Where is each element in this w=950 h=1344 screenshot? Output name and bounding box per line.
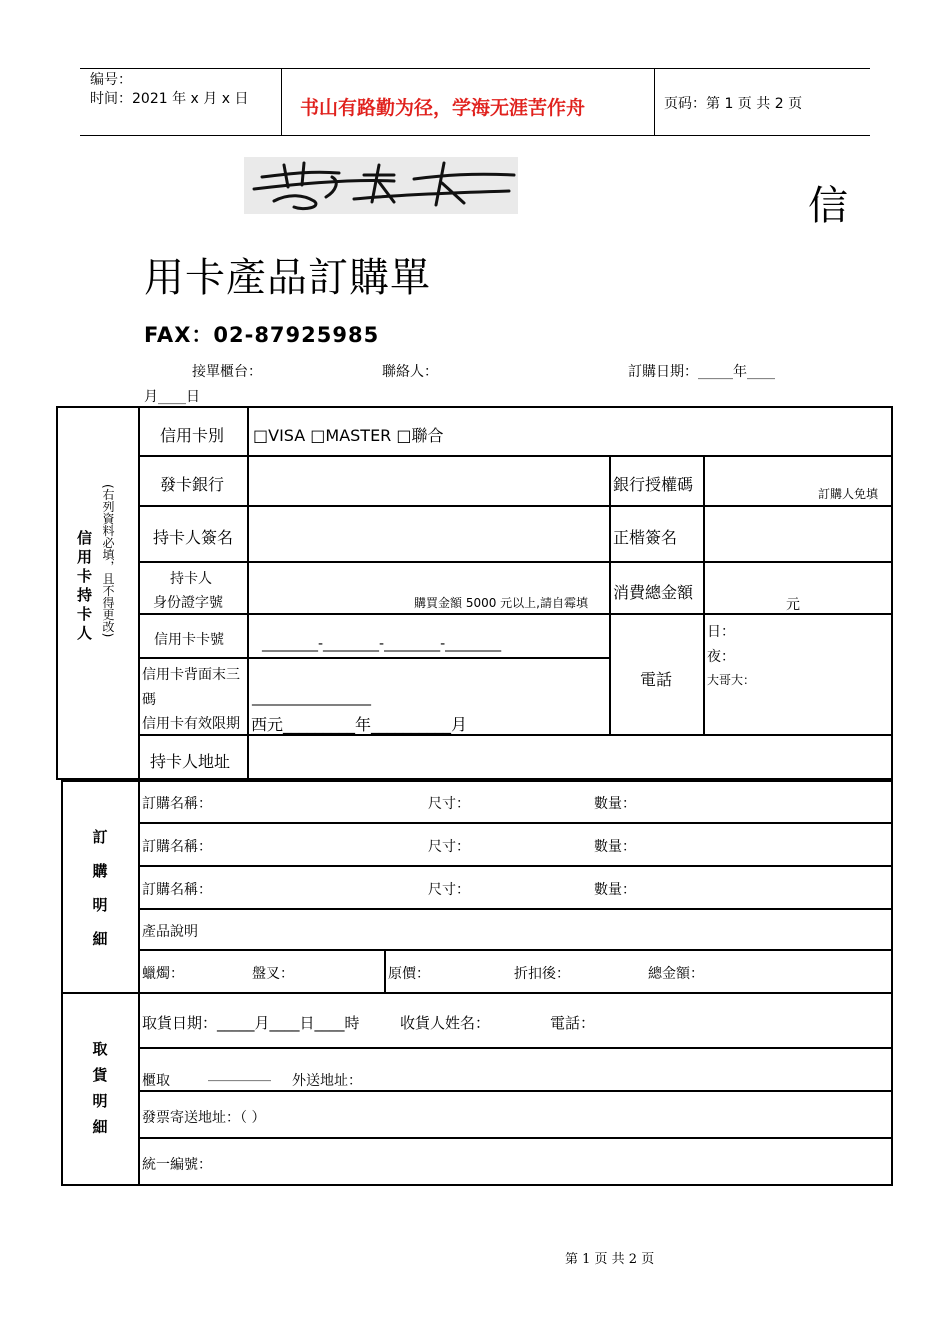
candle-label[interactable]: 蠟燭： bbox=[142, 966, 184, 982]
row-divider bbox=[138, 822, 893, 824]
order-qty-label[interactable]: 數量： bbox=[594, 839, 636, 855]
order-size-label[interactable]: 尺寸： bbox=[428, 839, 470, 855]
tax-id-label[interactable]: 統一編號： bbox=[142, 1157, 212, 1173]
section-divider bbox=[138, 992, 140, 1186]
order-qty-label[interactable]: 數量： bbox=[594, 796, 636, 812]
page-footer: 第 1 页 共 2 页 bbox=[565, 1252, 655, 1267]
address-field[interactable] bbox=[250, 737, 890, 777]
print-sign-label: 正楷簽名 bbox=[613, 528, 678, 547]
col-divider bbox=[703, 455, 705, 735]
fax-number: FAX：02-87925985 bbox=[144, 323, 380, 347]
row-divider bbox=[138, 1137, 893, 1139]
phone-label: 電話 bbox=[640, 670, 673, 689]
order-qty-label[interactable]: 數量： bbox=[594, 882, 636, 898]
title-first-char: 信 bbox=[808, 183, 849, 229]
order-date-label-2: 月____日 bbox=[144, 389, 200, 405]
total-amount-label: 消費總金額 bbox=[613, 583, 694, 602]
pickup-section-char: 細 bbox=[92, 1118, 108, 1136]
contact-label: 聯絡人： bbox=[382, 364, 438, 380]
phone-mobile-label[interactable]: 大哥大： bbox=[707, 673, 756, 687]
phone-night-label[interactable]: 夜： bbox=[707, 649, 735, 665]
print-sign-field[interactable] bbox=[706, 508, 891, 560]
order-section-label bbox=[90, 820, 110, 956]
cardholder-section-label: 信用卡持卡人 bbox=[75, 530, 93, 644]
card-type-options[interactable]: □VISA □MASTER □聯合 bbox=[253, 426, 444, 445]
counter-pickup-label[interactable]: 櫃取 bbox=[142, 1073, 170, 1089]
phone-day-label[interactable]: 日： bbox=[707, 624, 735, 640]
cvv-label-line2: 碼 bbox=[142, 692, 156, 708]
discounted-price-label[interactable]: 折扣後： bbox=[514, 966, 570, 982]
order-size-label[interactable]: 尺寸： bbox=[428, 796, 470, 812]
order-section-char: 細 bbox=[92, 930, 108, 948]
signature-field[interactable] bbox=[250, 508, 608, 560]
order-size-label[interactable]: 尺寸： bbox=[428, 882, 470, 898]
header-page-label: 页码：第 1 页 共 2 页 bbox=[664, 96, 803, 112]
row-divider bbox=[138, 908, 893, 910]
id-label-line1: 持卡人 bbox=[170, 571, 212, 587]
col-divider bbox=[384, 949, 386, 994]
cvv-label-line1: 信用卡背面末三 bbox=[142, 667, 240, 683]
row-divider bbox=[138, 455, 893, 457]
issuing-bank-field[interactable] bbox=[250, 458, 608, 504]
invoice-address-label[interactable]: 發票寄送地址：（ ） bbox=[142, 1110, 266, 1126]
pickup-section-char: 取 bbox=[92, 1040, 108, 1058]
total-amount-unit: 元 bbox=[786, 597, 800, 613]
counter-label: 接單櫃台： bbox=[192, 364, 262, 380]
header-number-label: 编号： bbox=[90, 72, 132, 88]
header-top-rule bbox=[80, 68, 870, 69]
row-divider bbox=[138, 865, 893, 867]
order-section-char: 訂 bbox=[92, 828, 108, 846]
page-title: 用卡產品訂購單 bbox=[144, 255, 431, 301]
id-note: 購買金額 5000 元以上,請自霉填 bbox=[414, 596, 588, 610]
row-divider bbox=[138, 949, 893, 951]
order-date-label: 訂購日期：_____年____ bbox=[628, 364, 775, 380]
row-divider bbox=[138, 1047, 893, 1049]
expiry-label: 信用卡有效限期 bbox=[142, 716, 240, 732]
address-label: 持卡人地址 bbox=[150, 752, 231, 771]
id-label-line2: 身份證字號 bbox=[153, 595, 223, 611]
row-divider bbox=[138, 613, 893, 615]
cvv-field[interactable]: _________________ bbox=[252, 690, 371, 706]
section-divider bbox=[138, 780, 140, 994]
pickup-section-label bbox=[90, 1036, 110, 1140]
order-section-char: 購 bbox=[92, 862, 108, 880]
issuing-bank-label: 發卡銀行 bbox=[160, 475, 225, 494]
card-number-field[interactable]: ________-________-________-________ bbox=[262, 636, 502, 652]
card-type-label: 信用卡別 bbox=[160, 426, 225, 445]
header-bottom-rule bbox=[80, 135, 870, 136]
order-name-label[interactable]: 訂購名稱： bbox=[142, 882, 212, 898]
expiry-field[interactable]: 西元_________年__________月 bbox=[251, 715, 468, 734]
row-divider bbox=[138, 1090, 893, 1092]
product-description-label[interactable]: 產品說明 bbox=[142, 924, 198, 940]
original-price-label[interactable]: 原價： bbox=[388, 966, 430, 982]
label-divider bbox=[247, 406, 249, 780]
auth-code-label: 銀行授權碼 bbox=[613, 475, 694, 494]
pickup-date-field[interactable]: 取貨日期：_____月____日____時 bbox=[142, 1014, 360, 1032]
order-name-label[interactable]: 訂購名稱： bbox=[142, 796, 212, 812]
pickup-section-char: 貨 bbox=[92, 1066, 108, 1084]
row-divider bbox=[138, 657, 611, 659]
row-divider bbox=[138, 505, 893, 507]
order-name-label[interactable]: 訂購名稱： bbox=[142, 839, 212, 855]
pickup-section-char: 明 bbox=[92, 1092, 108, 1110]
cardholder-note: (右列資料必填，且不得更改) bbox=[101, 484, 115, 638]
section-divider bbox=[138, 406, 140, 780]
card-number-label: 信用卡卡號 bbox=[154, 632, 224, 648]
col-divider bbox=[609, 455, 611, 735]
receiver-name-label[interactable]: 收貨人姓名： bbox=[400, 1014, 491, 1032]
total-price-label[interactable]: 總金額： bbox=[648, 966, 704, 982]
header-time-label: 时间：2021 年 x 月 x 日 bbox=[90, 91, 249, 107]
handwritten-signature-image bbox=[244, 157, 518, 214]
counter-pickup-blank[interactable]: _________ bbox=[208, 1066, 271, 1082]
delivery-address-label[interactable]: 外送地址： bbox=[292, 1073, 362, 1089]
fork-label[interactable]: 盤叉： bbox=[252, 966, 294, 982]
signature-label: 持卡人簽名 bbox=[153, 528, 234, 547]
header-motto: 书山有路勤为径，学海无涯苦作舟 bbox=[300, 97, 586, 119]
receiver-phone-label[interactable]: 電話： bbox=[550, 1014, 596, 1032]
auth-code-note: 訂購人免填 bbox=[818, 487, 879, 501]
header-divider bbox=[281, 68, 282, 136]
order-section-char: 明 bbox=[92, 896, 108, 914]
row-divider bbox=[138, 561, 893, 563]
header-divider bbox=[654, 68, 655, 136]
signature-scribble-icon bbox=[244, 157, 518, 214]
